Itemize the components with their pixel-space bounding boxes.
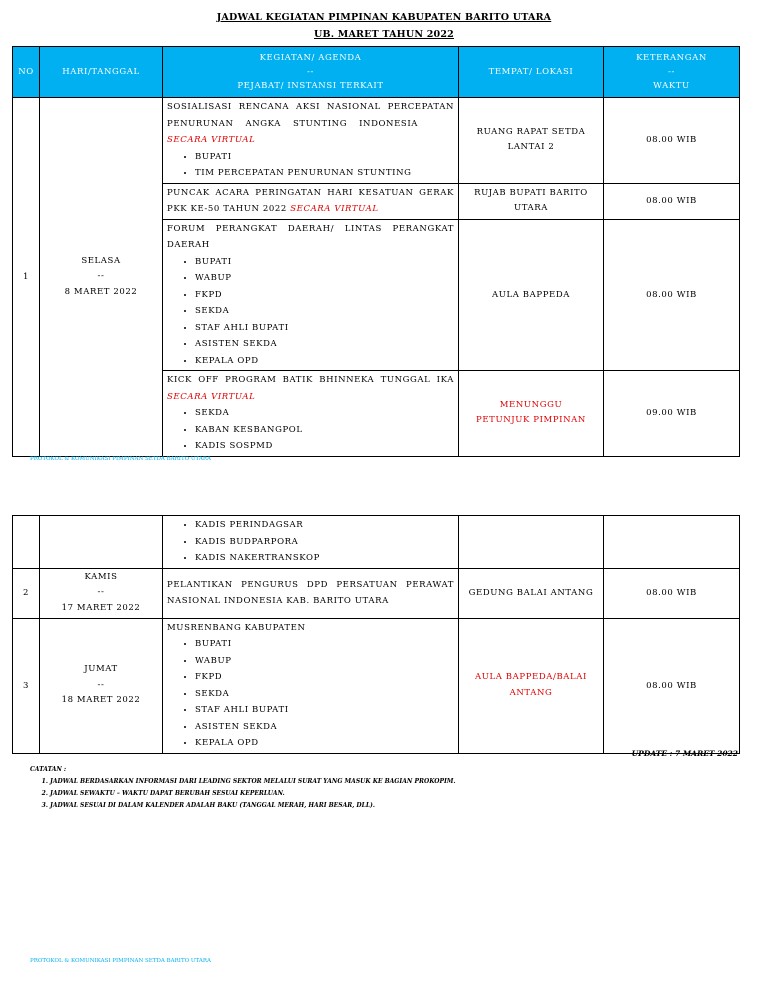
col-header-tempat: TEMPAT/ LOKASI (459, 47, 604, 98)
location-cell: GEDUNG BALAI ANTANG (459, 568, 604, 618)
day-name: JUMAT (84, 664, 118, 675)
agenda-cell (163, 516, 459, 569)
note-item: 3. JADWAL SESUAI DI DALAM KALENDER ADALAH BAKU (TANGGAL MERAH, HARI BESAR, DLL). (50, 800, 456, 812)
schedule-table-page1 (12, 46, 740, 457)
list-item: • STAF AHLI BUPATI (195, 702, 454, 719)
time-cell: 08.00 WIB (604, 618, 740, 753)
virtual-label: SECARA VIRTUAL (167, 391, 256, 402)
list-item: • ASISTEN SEKDA (195, 336, 454, 353)
list-item: • WABUP (195, 270, 454, 287)
list-item: • STAF AHLI BUPATI (195, 320, 454, 337)
list-item: • KEPALA OPD (195, 735, 454, 752)
agenda-title: SOSIALISASI RENCANA AKSI NASIONAL PERCEPATAN PENURUNAN ANGKA STUNTING INDONESIA (167, 102, 454, 129)
schedule-table-page2 (12, 515, 740, 754)
col-header-kegiatan (163, 47, 459, 98)
page-subtitle: UB. MARET TAHUN 2022 (314, 29, 454, 40)
col-header-ket-sep: -- (668, 67, 675, 77)
agenda-cell (163, 371, 459, 457)
list-item: • SEKDA (195, 303, 454, 320)
location-cell: MENUNGGU PETUNJUK PIMPINAN (459, 371, 604, 457)
location-cell: RUANG RAPAT SETDA LANTAI 2 (459, 98, 604, 184)
page-footer: PROTOKOL & KOMUNIKASI PIMPINAN SETDA BARITO UTARA (30, 456, 211, 462)
day-name: SELASA (81, 255, 121, 266)
col-header-hari: HARI/TANGGAL (40, 47, 163, 98)
col-header-kegiatan-sep: -- (307, 67, 314, 77)
table-row (13, 618, 740, 753)
list-item: • BUPATI (195, 254, 454, 271)
day-date-cell (40, 618, 163, 753)
list-item: • ASISTEN SEKDA (195, 719, 454, 736)
location-cell: AULA BAPPEDA (459, 219, 604, 371)
list-item: • BUPATI (195, 636, 454, 653)
table-row (13, 98, 740, 184)
agenda-cell (163, 98, 459, 184)
time-cell: 08.00 WIB (604, 568, 740, 618)
time-cell: 08.00 WIB (604, 98, 740, 184)
table-header-row (13, 47, 740, 98)
agenda-title: FORUM PERANGKAT DAERAH/ LINTAS PERANGKAT DAERAH (167, 223, 454, 250)
day-date: 18 MARET 2022 (61, 695, 141, 706)
row-number: 1 (13, 98, 40, 457)
page-footer: PROTOKOL & KOMUNIKASI PIMPINAN SETDA BARITO UTARA (30, 958, 211, 964)
day-separator: -- (97, 679, 105, 690)
note-item: 1. JADWAL BERDASARKAN INFORMASI DARI LEADING SEKTOR MELALUI SURAT YANG MASUK KE BAGIAN PROKOPIM. (50, 776, 456, 788)
list-item: • KADIS BUDPARPORA (195, 534, 454, 551)
agenda-title: KICK OFF PROGRAM BATIK BHINNEKA TUNGGAL IKA (167, 375, 454, 385)
agenda-title: PELANTIKAN PENGURUS DPD PERSATUAN PERAWAT NASIONAL INDONESIA KAB. BARITO UTARA (167, 579, 454, 606)
day-date: 17 MARET 2022 (61, 602, 141, 613)
list-item: • WABUP (195, 653, 454, 670)
update-date: UPDATE : 7 MARET 2022 (631, 749, 738, 758)
list-item: • KADIS NAKERTRANSKOP (195, 550, 454, 567)
list-item: • KABAN KESBANGPOL (195, 422, 454, 439)
agenda-cell (163, 568, 459, 618)
col-header-ket-line1: KETERANGAN (636, 53, 707, 63)
row-number: 2 (13, 568, 40, 618)
agenda-cell (163, 618, 459, 753)
list-item: • KADIS SOSPMD (195, 438, 454, 455)
virtual-label: SECARA VIRTUAL (290, 204, 379, 214)
note-item: 2. JADWAL SEWAKTU – WAKTU DAPAT BERUBAH SESUAI KEPERLUAN. (50, 788, 456, 800)
day-separator: -- (97, 271, 105, 281)
agenda-title: PUNCAK ACARA PERINGATAN HARI KESATUAN GERAK PKK KE-50 TAHUN 2022 (167, 187, 454, 214)
row-number: 3 (13, 618, 40, 753)
col-header-keterangan (604, 47, 740, 98)
agenda-cell (163, 183, 459, 219)
list-item: • KADIS PERINDAGSAR (195, 517, 454, 534)
location-cell: AULA BAPPEDA/BALAI ANTANG (459, 618, 604, 753)
day-separator: -- (97, 587, 105, 598)
list-item: • TIM PERCEPATAN PENURUNAN STUNTING (195, 165, 454, 182)
time-cell: 08.00 WIB (604, 183, 740, 219)
agenda-cell (163, 219, 459, 371)
time-cell: 08.00 WIB (604, 219, 740, 371)
col-header-ket-line2: WAKTU (653, 81, 690, 91)
col-header-kegiatan-line2: PEJABAT/ INSTANSI TERKAIT (237, 81, 384, 91)
day-name: KAMIS (84, 571, 118, 582)
col-header-kegiatan-line1: KEGIATAN/ AGENDA (259, 53, 362, 63)
table-row (13, 516, 740, 569)
list-item: • FKPD (195, 287, 454, 304)
location-cell: RUJAB BUPATI BARITO UTARA (459, 183, 604, 219)
list-item: • BUPATI (195, 149, 454, 166)
page-title: JADWAL KEGIATAN PIMPINAN KABUPATEN BARITO UTARA (216, 12, 552, 23)
agenda-title: MUSRENBANG KABUPATEN (167, 622, 306, 633)
list-item: • FKPD (195, 669, 454, 686)
day-date-cell (40, 98, 163, 457)
virtual-label: SECARA VIRTUAL (167, 135, 256, 145)
notes-section (30, 764, 456, 812)
notes-label: CATATAN : (30, 766, 67, 773)
list-item: • SEKDA (195, 405, 454, 422)
list-item: • KEPALA OPD (195, 353, 454, 370)
col-header-no: NO (13, 47, 40, 98)
list-item: • SEKDA (195, 686, 454, 703)
table-row (13, 568, 740, 618)
day-date: 8 MARET 2022 (64, 286, 138, 297)
day-date-cell (40, 568, 163, 618)
time-cell: 09.00 WIB (604, 371, 740, 457)
